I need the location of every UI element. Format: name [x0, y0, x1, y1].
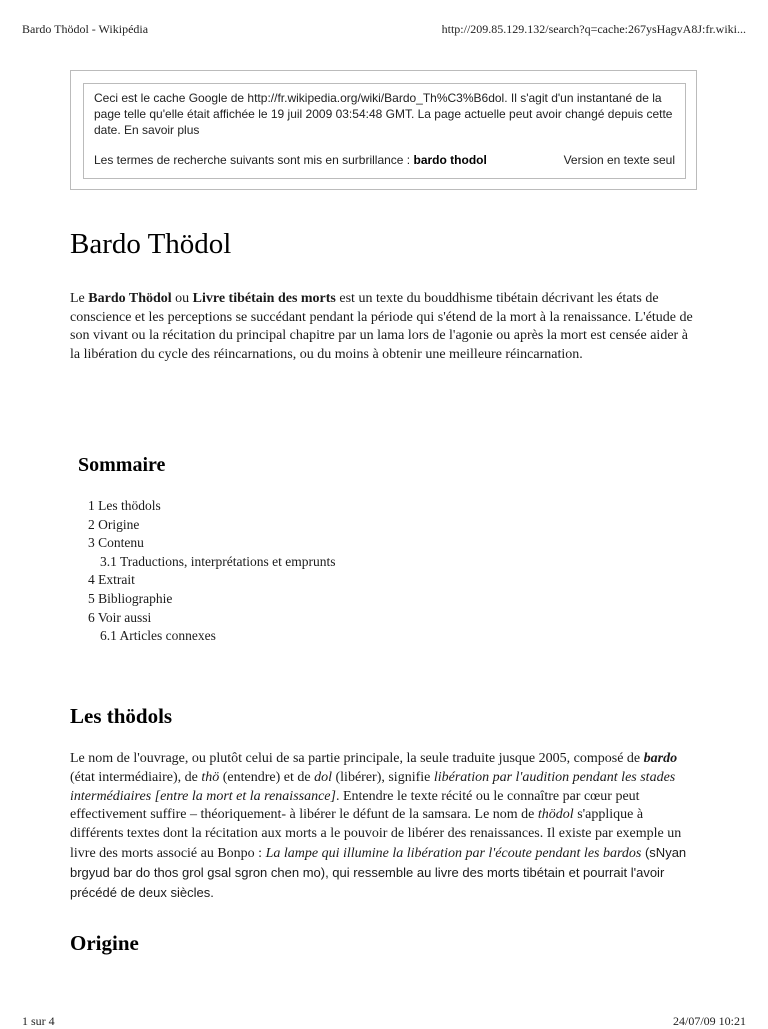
- toc-subitem[interactable]: 3.1 Traductions, interprétations et emprunts: [100, 553, 336, 569]
- print-page-number: 1 sur 4: [22, 1014, 55, 1028]
- text-version-link[interactable]: Version en texte seul: [563, 153, 675, 167]
- toc-item[interactable]: 3 Contenu: [88, 535, 144, 551]
- search-terms: [94, 152, 487, 168]
- toc-title: Sommaire: [78, 454, 166, 476]
- google-cache-banner: [70, 70, 697, 190]
- cache-notice-text: Ceci est le cache Google de http://fr.wikipedia.org/wiki/Bardo_Th%C3%B6dol. Il s'agit d'un instantané de la page telle qu'elle était affichée le 19 juil 2009 03:54:48 GMT. La page actuelle peut avoir changé depuis cette date. En savoir plus: [94, 91, 673, 137]
- bold-term-livre-tibetain: Livre tibétain des morts: [192, 291, 336, 306]
- print-header: [22, 22, 746, 38]
- highlighted-terms: bardo thodol: [413, 153, 487, 167]
- bold-term-bardo-thodol: Bardo Thödol: [88, 291, 172, 306]
- intro-paragraph: Le Bardo Thödol ou Livre tibétain des morts est un texte du bouddhisme tibétain décrivant les états de conscience et les perceptions se succédant pendant la période qui s'étend de la mort à la renaissance. L'étude de son vivant ou la récitation du principal chapitre par un lama lors de l'agonie ou après la mort est censée aider à la libération du cycle des réincarnations, ou du moins à obtenir une meilleure réincarnation.: [70, 291, 693, 362]
- toc-item[interactable]: 5 Bibliographie: [88, 590, 173, 606]
- toc-item[interactable]: 2 Origine: [88, 516, 140, 532]
- toc-item[interactable]: 1 Les thödols: [88, 498, 161, 513]
- google-cache-notice: [83, 83, 686, 179]
- toc-item[interactable]: 6 Voir aussi: [88, 609, 152, 625]
- print-url: http://209.85.129.132/search?q=cache:267ysHagvA8J:fr.wiki...: [441, 22, 746, 36]
- print-date: 24/07/09 10:21: [672, 1014, 746, 1028]
- print-page-title: Bardo Thödol - Wikipédia: [22, 22, 149, 36]
- toc-item[interactable]: 4 Extrait: [88, 572, 135, 588]
- section-heading-origine: Origine: [70, 931, 139, 955]
- toc-list: [78, 497, 498, 646]
- section-paragraph-les-thodols: Le nom de l'ouvrage, ou plutôt celui de sa partie principale, la seule traduite jusque 2005, composé de bardo (état intermédiaire), de thö (entendre) et de dol (libérer), signifie libération par l'audition pendant les stades intermédiaires [entre la mort et la renaissance]. Entendre le texte récité ou le connaître par cœur peut effectivement suffire – théoriquement- à libérer le défunt de la samsara. Le nom de thödol s'applique à différents textes dont la récitation aux morts a le pouvoir de libérer des renaissances. Il existe par exemple un livre des morts associé au Bonpo : La lampe qui illumine la libération par l'écoute pendant les bardos (sNyan brgyud bar do thos grol gsal sgron chen mo), qui ressemble au livre des morts tibétain et pourrait l'avoir précédé de deux siècles.: [70, 751, 687, 900]
- page-title: Bardo Thödol: [70, 228, 232, 260]
- search-terms-label: Les termes de recherche suivants sont mis en surbrillance :: [94, 153, 411, 167]
- toc-subitem[interactable]: 6.1 Articles connexes: [100, 628, 216, 644]
- section-heading-les-thodols: Les thödols: [70, 704, 173, 728]
- table-of-contents: [78, 454, 498, 646]
